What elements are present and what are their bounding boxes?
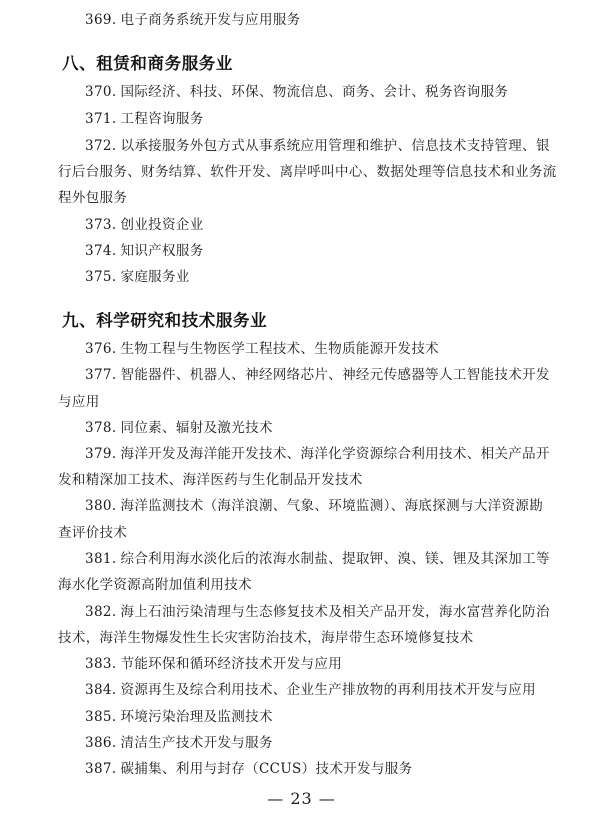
item-text: 国际经济、科技、环保、物流信息、商务、会计、税务咨询服务 <box>120 84 509 100</box>
list-item-382-cont: 技术，海洋生物爆发性生长灾害防治技术，海岸带生态环境修复技术 <box>58 630 474 646</box>
item-text: 生物工程与生物医学工程技术、生物质能源开发技术 <box>120 341 440 357</box>
item-text: 节能环保和循环经济技术开发与应用 <box>120 656 343 672</box>
item-text: 智能器件、机器人、神经网络芯片、神经元传感器等人工智能技术开发 <box>120 367 550 383</box>
item-number: 371. <box>85 111 117 127</box>
item-number: 369. <box>85 12 117 28</box>
list-item-378 <box>85 419 273 437</box>
list-item-377-cont: 与应用 <box>58 394 100 410</box>
page-number: — 23 — <box>267 789 336 808</box>
list-item-386 <box>85 734 273 752</box>
list-item-385 <box>85 708 273 726</box>
item-text: 知识产权服务 <box>120 243 204 259</box>
list-item-384 <box>85 681 536 699</box>
list-item-383 <box>85 655 342 673</box>
list-item-373 <box>85 216 204 234</box>
list-item-375 <box>85 268 190 286</box>
item-number: 381. <box>85 551 117 567</box>
item-number: 380. <box>85 498 117 514</box>
list-item-381 <box>85 550 550 568</box>
list-item-377 <box>85 366 550 384</box>
item-number: 385. <box>85 709 117 725</box>
item-number: 377. <box>85 367 117 383</box>
item-text: 碳捕集、利用与封存（CCUS）技术开发与服务 <box>120 761 413 777</box>
item-number: 374. <box>85 243 117 259</box>
item-number: 375. <box>85 269 117 285</box>
list-item-372 <box>85 137 550 155</box>
list-item-380 <box>85 497 543 515</box>
list-item-372-cont-2: 程外包服务 <box>58 190 128 206</box>
item-text: 以承接服务外包方式从事系统应用管理和维护、信息技术支持管理、银 <box>120 138 550 154</box>
item-number: 386. <box>85 735 117 751</box>
list-item-369 <box>85 11 301 29</box>
item-text: 清洁生产技术开发与服务 <box>120 735 273 751</box>
item-number: 370. <box>85 84 117 100</box>
list-item-370 <box>85 83 508 101</box>
item-number: 382. <box>85 604 117 620</box>
item-text: 电子商务系统开发与应用服务 <box>120 12 301 28</box>
item-text: 环境污染治理及监测技术 <box>120 709 273 725</box>
item-number: 384. <box>85 682 117 698</box>
item-text: 海洋监测技术（海洋浪潮、气象、环境监测）、海底探测与大洋资源勘 <box>120 498 544 514</box>
item-number: 387. <box>85 761 117 777</box>
item-text: 海洋开发及海洋能开发技术、海洋化学资源综合利用技术、相关产品开 <box>120 446 550 462</box>
list-item-374 <box>85 242 204 260</box>
list-item-371 <box>85 110 204 128</box>
list-item-379 <box>85 445 550 463</box>
item-text: 创业投资企业 <box>120 217 204 233</box>
section-heading-8: 八、租赁和商务服务业 <box>62 54 233 73</box>
list-item-380-cont: 查评价技术 <box>58 525 128 541</box>
item-number: 383. <box>85 656 117 672</box>
list-item-382 <box>85 603 550 621</box>
list-item-376 <box>85 340 439 358</box>
item-text: 家庭服务业 <box>120 269 190 285</box>
list-item-381-cont: 海水化学资源高附加值利用技术 <box>58 577 252 593</box>
item-number: 373. <box>85 217 117 233</box>
item-text: 资源再生及综合利用技术、企业生产排放物的再利用技术开发与应用 <box>120 682 536 698</box>
item-number: 379. <box>85 446 117 462</box>
item-number: 372. <box>85 138 117 154</box>
item-text: 同位素、辐射及激光技术 <box>120 420 273 436</box>
item-number: 378. <box>85 420 117 436</box>
list-item-387 <box>85 760 412 778</box>
list-item-379-cont: 发和精深加工技术、海洋医药与生化制品开发技术 <box>58 472 363 488</box>
section-heading-9: 九、科学研究和技术服务业 <box>62 311 268 330</box>
item-text: 综合利用海水淡化后的浓海水制盐、提取钾、溴、镁、锂及其深加工等 <box>120 551 550 567</box>
item-text: 工程咨询服务 <box>120 111 204 127</box>
list-item-372-cont-1: 行后台服务、财务结算、软件开发、离岸呼叫中心、数据处理等信息技术和业务流 <box>58 164 557 180</box>
item-text: 海上石油污染清理与生态修复技术及相关产品开发，海水富营养化防治 <box>120 604 550 620</box>
item-number: 376. <box>85 341 117 357</box>
